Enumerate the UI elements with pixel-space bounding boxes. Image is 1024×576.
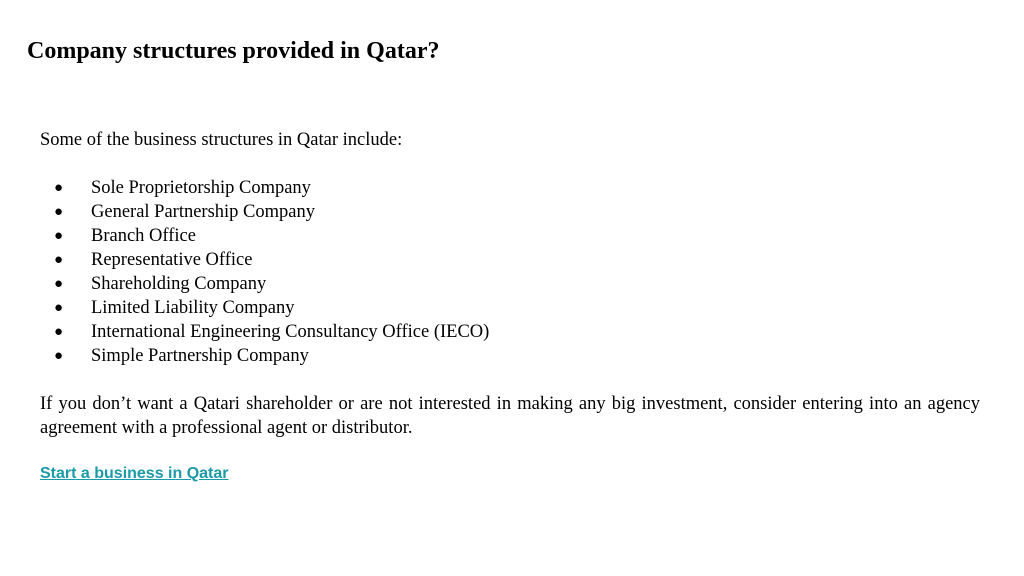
list-item-label: Simple Partnership Company — [91, 346, 309, 366]
structures-list — [40, 176, 980, 368]
list-item — [40, 200, 980, 224]
bullet-icon: ● — [54, 276, 64, 292]
bullet-icon: ● — [54, 180, 64, 196]
list-item-label: Branch Office — [91, 226, 196, 246]
list-item — [40, 272, 980, 296]
page-title: Company structures provided in Qatar? — [27, 38, 440, 64]
bullet-icon: ● — [54, 348, 64, 364]
bullet-icon: ● — [54, 324, 64, 340]
list-item — [40, 344, 980, 368]
list-item-label: Shareholding Company — [91, 274, 267, 294]
list-item-label: Sole Proprietorship Company — [91, 178, 311, 198]
list-item — [40, 296, 980, 320]
closing-paragraph: If you don’t want a Qatari shareholder or are not interested in making any big investment, consider entering into an agency agreement with a professional agent or distributor. — [40, 394, 980, 438]
list-item — [40, 320, 980, 344]
start-business-link[interactable]: Start a business in Qatar — [40, 465, 229, 482]
bullet-icon: ● — [54, 204, 64, 220]
list-item — [40, 176, 980, 200]
intro-text: Some of the business structures in Qatar include: — [40, 130, 403, 150]
bullet-icon: ● — [54, 228, 64, 244]
bullet-icon: ● — [54, 300, 64, 316]
list-item-label: Limited Liability Company — [91, 298, 295, 318]
list-item-label: Representative Office — [91, 250, 253, 270]
bullet-icon: ● — [54, 252, 64, 268]
list-item-label: General Partnership Company — [91, 202, 315, 222]
list-item-label: International Engineering Consultancy Office (IECO) — [91, 322, 490, 342]
list-item — [40, 224, 980, 248]
list-item — [40, 248, 980, 272]
content-body — [40, 128, 980, 486]
